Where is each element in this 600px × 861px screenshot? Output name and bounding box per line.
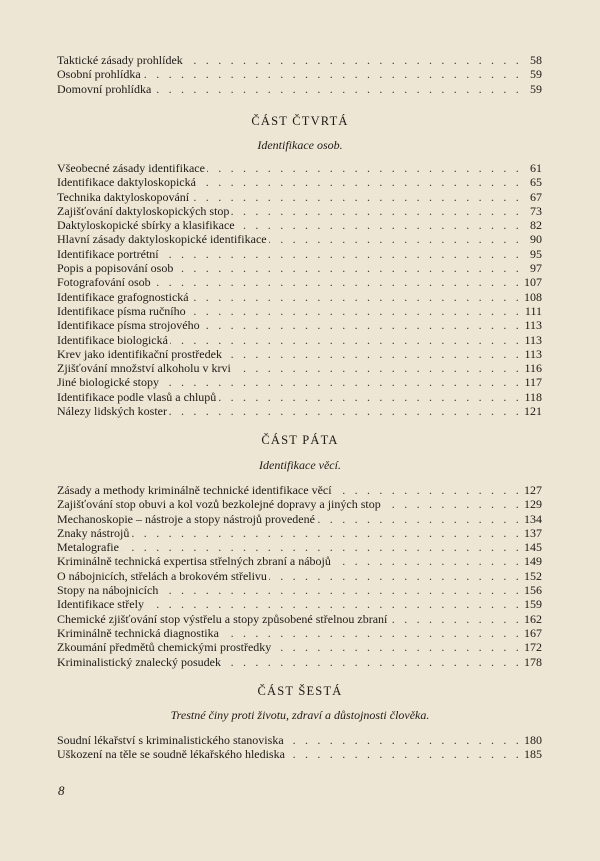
toc-entry: . . . Identifikace portrétní 95 (57, 247, 542, 261)
part-heading: ČÁST ŠESTÁ (257, 684, 343, 698)
toc-entry: . . . Identifikace písma strojového 113 (57, 318, 542, 332)
toc-entry: . . . Identifikace daktyloskopická 65 (57, 175, 542, 189)
toc-entry: . . . Zajišťování stop obuvi a kol vozů bezkolejné dopravy a jiných stop 129 (57, 497, 542, 511)
toc-entry: . . . Kriminálně technická expertisa střelných zbraní a nábojů 149 (57, 554, 542, 568)
toc-entry: . . . Chemické zjišťování stop výstřelu a stopy způsobené střelnou zbraní 162 (57, 612, 542, 626)
toc-entry: . . . Uškození na těle se soudně lékařského hlediska 185 (57, 747, 542, 761)
toc-part-6 (57, 733, 542, 762)
toc-entry: . . . Stopy na nábojnicích 156 (57, 583, 542, 597)
toc-entry: . . . Znaky nástrojů 137 (57, 526, 542, 540)
toc-entry: . . . Identifikace biologická 113 (57, 333, 542, 347)
toc-entry: . . . Zajišťování daktyloskopických stop 73 (57, 204, 542, 218)
part-subtitle: Identifikace věcí. (259, 458, 341, 472)
toc-part-4 (57, 161, 542, 418)
toc-entry: . . . Kriminalistický znalecký posudek 178 (57, 655, 542, 669)
toc-entry: . . . Technika daktyloskopování 67 (57, 190, 542, 204)
toc-entry: . . . O nábojnicích, střelách a brokovém střelivu 152 (57, 569, 542, 583)
toc-entry: . . . Identifikace podle vlasů a chlupů 118 (57, 390, 542, 404)
toc-entry: . . . Fotografování osob 107 (57, 275, 542, 289)
toc-entry: . . . Soudní lékařství s kriminalistického stanoviska 180 (57, 733, 542, 747)
toc-entry: . . . Zjišťování množství alkoholu v krvi 116 (57, 361, 542, 375)
toc-entry: . . . Všeobecné zásady identifikace 61 (57, 161, 542, 175)
toc-entry: . . . Hlavní zásady daktyloskopické identifikace 90 (57, 232, 542, 246)
part-subtitle: Trestné činy proti životu, zdraví a důstojnosti člověka. (170, 708, 430, 722)
toc-entry: . . . Krev jako identifikační prostředek 113 (57, 347, 542, 361)
toc-entry: . . . Zkoumání předmětů chemickými prostředky 172 (57, 640, 542, 654)
toc-entry: . . . Zásady a methody kriminálně technické identifikace věcí 127 (57, 483, 542, 497)
toc-entry: . . . Identifikace střely 159 (57, 597, 542, 611)
page-number: 8 (58, 783, 65, 798)
toc-entry: . . . Nálezy lidských koster 121 (57, 404, 542, 418)
part-heading: ČÁST PÁTA (261, 433, 339, 447)
toc-entry: . . . Popis a popisování osob 97 (57, 261, 542, 275)
toc-entry: . . . Taktické zásady prohlídek 58 (57, 53, 542, 67)
toc-entry: . . . Identifikace písma ručního 111 (57, 304, 542, 318)
toc-entry: . . . Identifikace grafognostická 108 (57, 290, 542, 304)
toc-entry: . . . Osobní prohlídka 59 (57, 67, 542, 81)
toc-entry: . . . Mechanoskopie – nástroje a stopy nástrojů provedené 134 (57, 512, 542, 526)
part-heading: ČÁST ČTVRTÁ (251, 114, 349, 128)
toc-entry: . . . Kriminálně technická diagnostika 167 (57, 626, 542, 640)
toc-section-continued (57, 53, 542, 96)
toc-entry: . . . Daktyloskopické sbírky a klasifikace 82 (57, 218, 542, 232)
toc-part-5 (57, 483, 542, 669)
toc-entry: . . . Jiné biologické stopy 117 (57, 375, 542, 389)
part-subtitle: Identifikace osob. (257, 138, 343, 152)
toc-entry: . . . Metalografie 145 (57, 540, 542, 554)
toc-entry: . . . Domovní prohlídka 59 (57, 82, 542, 96)
